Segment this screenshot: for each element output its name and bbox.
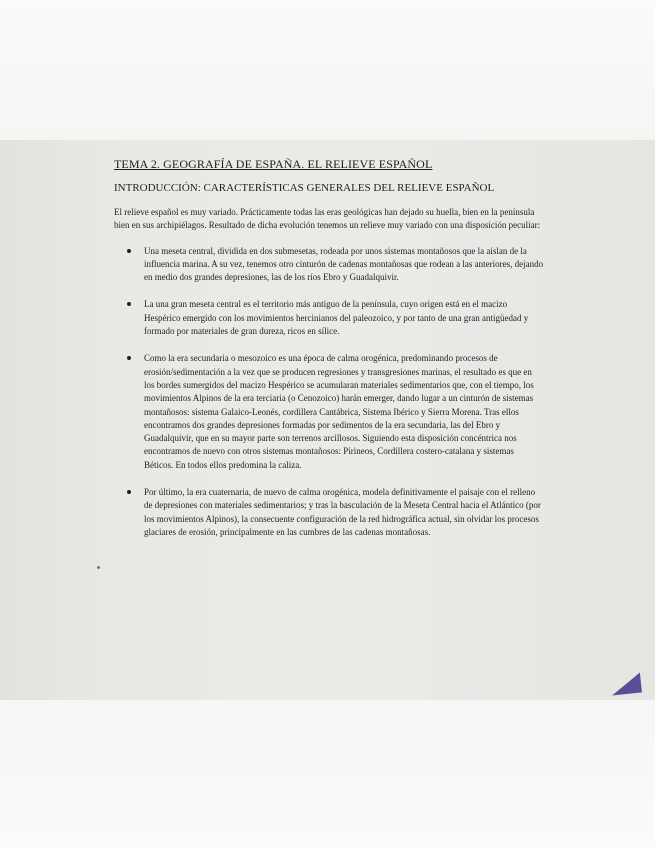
bullet-icon	[127, 356, 131, 360]
list-item-text: Una meseta central, dividida en dos submesetas, rodeada por unos sistemas montañosos que la aíslan de la influencia marina. A su vez, tenemos otro cinturón de cadenas montañosas que rodean a las anteriores, dejando en medio dos grandes depresiones, las de los ríos Ebro y Guadalquivir.	[144, 245, 544, 283]
list-item-text: La una gran meseta central es el territorio más antiguo de la península, cuyo origen está en el macizo Hespérico emergido con los movimientos hercinianos del paleozoico, y por tanto de una gran antigüedad y formado por materiales de gran dureza, ricos en sílice.	[144, 299, 529, 337]
list-item	[114, 245, 544, 285]
list-item	[114, 486, 544, 539]
list-item	[114, 352, 544, 472]
bullet-icon	[127, 302, 131, 306]
list-item	[114, 298, 544, 338]
list-item-text: Por último, la era cuaternaria, de nuevo de calma orogénica, modela definitivamente el paisaje con el relleno de depresiones con materiales sedimentarios; y tras la basculación de la Meseta Central hacia el Atlántico (por los movimientos Alpinos), la consecuente configuración de la red hidrográfica actual, sin olvidar los procesos glaciares de erosión, principalmente en las cumbres de las cadenas montañosas.	[144, 487, 541, 537]
list-item-text: Como la era secundaria o mesozoico es una época de calma orogénica, predominando procesos de erosión/sedimentación a la vez que se producen regresiones y transgresiones marinas, el resultado es que en los bordes sumergidos del macizo Hespérico se acumularan materiales sedimentarios que, con el tiempo, los movimientos Alpinos de la era terciaria (o Cenozoico) harán emerger, dando lugar a un cinturón de sistemas montañosos: sistema Galaico-Leonés, cordillera Cantábrica, Sistema Ibérico y Sierra Morena. Tras ellos encontramos dos grandes depresiones formadas por sedimentos de la era secundaria, las del Ebro y Guadalquivir, que en su mayor parte son terrenos arcillosos. Siguiendo esta disposición concéntrica nos encontramos de nuevo con otros sistemas montañosos: Pirineos, Cordillera costero-catalana y sistemas Béticos. En todos ellos predomina la caliza.	[144, 353, 534, 470]
bullet-icon	[127, 249, 131, 253]
page-title: TEMA 2. GEOGRAFÍA DE ESPAÑA. EL RELIEVE ESPAÑOL	[114, 157, 433, 171]
page-corner-mark	[610, 672, 642, 695]
document-content	[114, 157, 544, 553]
section-heading: INTRODUCCIÓN: CARACTERÍSTICAS GENERALES DEL RELIEVE ESPAÑOL	[114, 182, 495, 194]
scan-speck	[97, 566, 100, 569]
scan-background-top	[0, 0, 655, 140]
bullet-list	[114, 245, 544, 540]
intro-paragraph: El relieve español es muy variado. Prácticamente todas las eras geológicas han dejado su huella, bien en la península bien en sus archipiélagos. Resultado de dicha evolución tenemos un relieve muy variado con una disposición peculiar:	[114, 207, 541, 231]
scan-background-bottom	[0, 700, 655, 848]
bullet-icon	[127, 490, 131, 494]
